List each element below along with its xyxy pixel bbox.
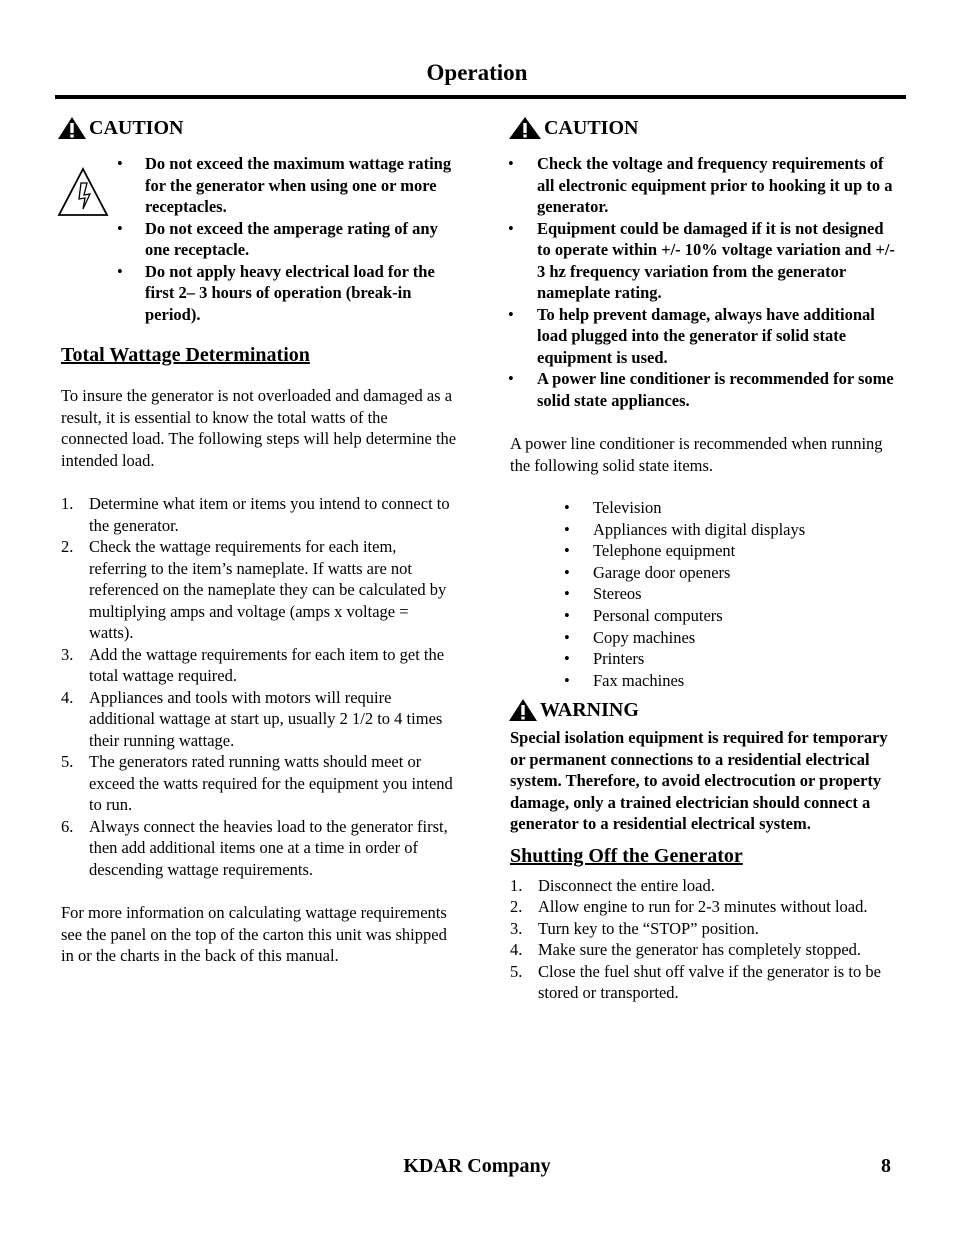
list-item: • Stereos	[564, 583, 900, 605]
list-item: • Television	[564, 497, 900, 519]
caution-list-left	[117, 153, 457, 325]
caution-heading-right	[508, 112, 900, 144]
caution-item: • Check the voltage and frequency requirements of all electronic equipment prior to hooking it up to a generator.	[508, 153, 900, 218]
warning-text: Special isolation equipment is required for temporary or permanent connections to a residential electrical system. Therefore, to avoid electrocution or property damage, only a trained electrician should connect a generator to a residential electrical system.	[510, 728, 888, 834]
caution-label: CAUTION	[89, 116, 184, 139]
caution-list-right	[508, 153, 900, 411]
solid-state-items-list	[564, 497, 900, 691]
total-wattage-outro: For more information on calculating wattage requirements see the panel on the top of the carton this unit was shipped in or the charts in the back of this manual.	[61, 903, 447, 965]
list-item: • Printers	[564, 648, 900, 670]
left-column	[57, 112, 457, 967]
list-item: 4. Make sure the generator has completely stopped.	[510, 940, 862, 960]
warning-triangle-icon	[57, 116, 87, 140]
caution-heading-left	[57, 112, 457, 144]
caution-label: CAUTION	[544, 116, 639, 139]
list-item: 6. Always connect the heavies load to the generator first, then add additional items one at a time in order of descending wattage requirements.	[61, 816, 448, 879]
list-item: 3. Add the wattage requirements for each item to get the total wattage required.	[61, 644, 445, 685]
warning-heading	[508, 694, 900, 726]
caution-item: • Do not exceed the amperage rating of any one receptacle.	[117, 218, 457, 261]
page-number: 8	[881, 1155, 891, 1177]
list-item: 1. Determine what item or items you intend to connect to the generator.	[61, 494, 450, 535]
list-item: 3. Turn key to the “STOP” position.	[510, 918, 759, 938]
caution-item: • A power line conditioner is recommended for some solid state appliances.	[508, 368, 900, 411]
caution-item: • Do not apply heavy electrical load for the first 2– 3 hours of operation (break-in period).	[117, 261, 457, 326]
right-column	[508, 112, 900, 1004]
shutdown-steps-list	[510, 875, 900, 1004]
list-item: 2. Check the wattage requirements for each item, referring to the item’s nameplate. If watts are not referenced on the nameplate they can be calculated by multiplying amps and voltage (amps x voltage = watts).	[61, 537, 447, 642]
list-item: 2. Allow engine to run for 2-3 minutes without load.	[510, 897, 868, 917]
caution-item: • Do not exceed the maximum wattage rating for the generator when using one or more receptacles.	[117, 153, 457, 218]
page-title: Operation	[426, 60, 528, 85]
list-item: 4. Appliances and tools with motors will require additional wattage at start up, usually 2 1/2 to 4 times their running wattage.	[61, 687, 443, 750]
conditioner-intro: A power line conditioner is recommended when running the following solid state items.	[510, 434, 883, 475]
warning-triangle-icon	[508, 698, 538, 722]
list-item: 1. Disconnect the entire load.	[510, 875, 715, 895]
warning-triangle-icon	[508, 116, 542, 140]
list-item: 5. Close the fuel shut off valve if the generator is to be stored or transported.	[510, 961, 881, 1003]
total-wattage-intro: To insure the generator is not overloaded and damaged as a result, it is essential to know the total watts of the connected load. The following steps will help determine the intended load.	[61, 386, 457, 470]
list-item: • Personal computers	[564, 605, 900, 627]
list-item: • Copy machines	[564, 627, 900, 649]
caution-item: • To help prevent damage, always have additional load plugged into the generator if solid state equipment is used.	[508, 304, 900, 369]
title-divider	[55, 95, 906, 99]
section-heading-shutting-off: Shutting Off the Generator	[510, 844, 743, 867]
list-item: • Garage door openers	[564, 562, 900, 584]
warning-label: WARNING	[540, 698, 639, 721]
caution-item: • Equipment could be damaged if it is not designed to operate within +/- 10% voltage variation and +/- 3 hz frequency variation from the generator nameplate rating.	[508, 218, 900, 304]
footer-company: KDAR Company	[403, 1155, 551, 1177]
list-item: • Fax machines	[564, 670, 900, 692]
section-heading-total-wattage: Total Wattage Determination	[61, 344, 310, 366]
list-item: • Appliances with digital displays	[564, 519, 900, 541]
list-item: • Telephone equipment	[564, 540, 900, 562]
list-item: 5. The generators rated running watts should meet or exceed the watts required for the equipment you intend to run.	[61, 752, 453, 814]
wattage-steps-list	[61, 493, 457, 880]
electric-shock-icon	[57, 167, 109, 217]
